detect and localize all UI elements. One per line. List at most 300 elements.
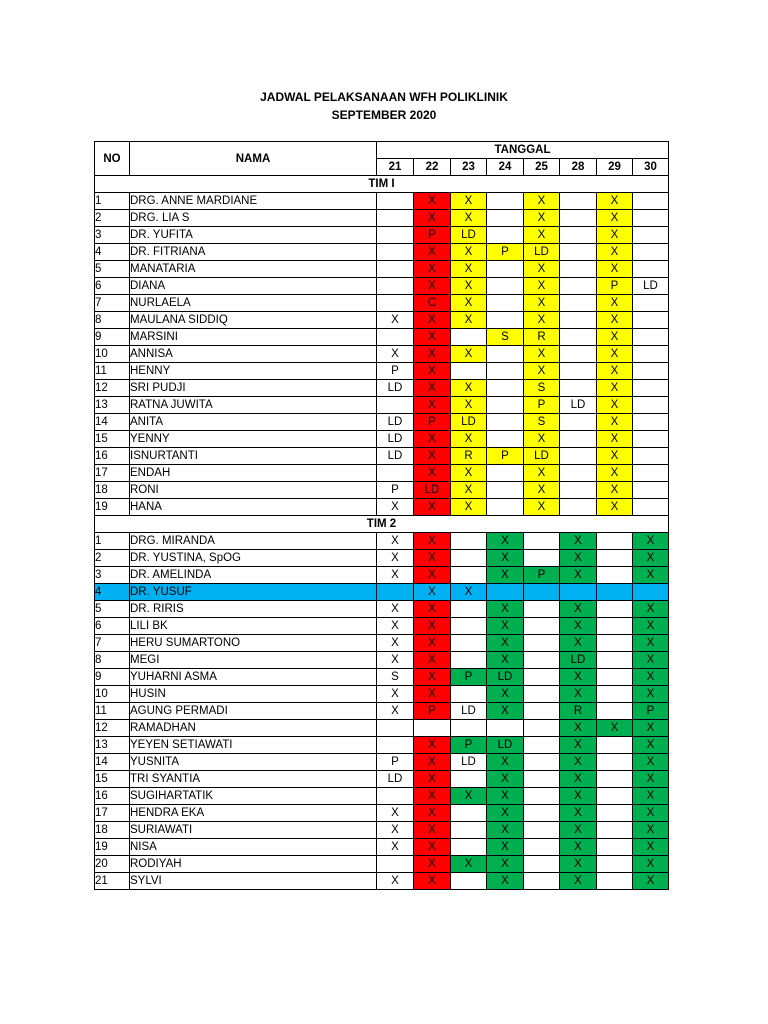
schedule-cell	[597, 822, 633, 839]
schedule-cell: X	[633, 567, 669, 584]
schedule-cell: P	[487, 448, 524, 465]
schedule-cell	[451, 839, 487, 856]
table-row	[95, 482, 669, 499]
schedule-cell: LD	[377, 771, 414, 788]
schedule-cell	[560, 482, 597, 499]
table-row	[95, 618, 669, 635]
table-row	[95, 856, 669, 873]
schedule-cell	[377, 210, 414, 227]
schedule-cell	[377, 329, 414, 346]
schedule-cell	[633, 465, 669, 482]
schedule-cell: X	[377, 601, 414, 618]
schedule-cell: X	[560, 618, 597, 635]
schedule-cell: P	[414, 703, 451, 720]
table-row	[95, 397, 669, 414]
schedule-cell: X	[597, 363, 633, 380]
schedule-cell: X	[487, 567, 524, 584]
schedule-cell: X	[451, 261, 487, 278]
schedule-cell: X	[451, 584, 487, 601]
schedule-cell: X	[414, 465, 451, 482]
schedule-cell	[487, 193, 524, 210]
schedule-cell: P	[414, 227, 451, 244]
schedule-cell: X	[524, 261, 560, 278]
schedule-cell: X	[524, 431, 560, 448]
schedule-cell	[487, 312, 524, 329]
schedule-cell	[633, 193, 669, 210]
schedule-cell: LD	[560, 397, 597, 414]
table-row	[95, 805, 669, 822]
schedule-cell	[524, 805, 560, 822]
schedule-cell: X	[414, 567, 451, 584]
table-row	[95, 720, 669, 737]
schedule-cell	[487, 278, 524, 295]
schedule-cell: X	[560, 737, 597, 754]
schedule-cell	[524, 584, 560, 601]
schedule-cell: LD	[451, 703, 487, 720]
schedule-cell	[633, 244, 669, 261]
schedule-cell: X	[597, 397, 633, 414]
schedule-cell: X	[414, 329, 451, 346]
schedule-cell: P	[377, 482, 414, 499]
schedule-cell: LD	[451, 414, 487, 431]
schedule-cell: R	[560, 703, 597, 720]
table-row	[95, 567, 669, 584]
table-row	[95, 533, 669, 550]
schedule-cell: X	[414, 261, 451, 278]
schedule-cell	[524, 618, 560, 635]
table-row	[95, 380, 669, 397]
schedule-cell: X	[633, 635, 669, 652]
schedule-cell	[451, 686, 487, 703]
schedule-cell: LD	[487, 737, 524, 754]
schedule-cell: X	[597, 414, 633, 431]
schedule-cell	[597, 567, 633, 584]
schedule-cell	[524, 754, 560, 771]
schedule-cell: X	[414, 652, 451, 669]
schedule-cell	[487, 261, 524, 278]
header-no: NO	[95, 142, 130, 176]
schedule-cell	[633, 482, 669, 499]
schedule-cell: X	[560, 805, 597, 822]
schedule-cell	[414, 720, 451, 737]
schedule-cell	[597, 771, 633, 788]
schedule-cell	[451, 567, 487, 584]
schedule-cell: P	[377, 754, 414, 771]
schedule-cell	[597, 788, 633, 805]
schedule-cell: X	[560, 601, 597, 618]
row-name: NISA	[130, 839, 377, 856]
row-name: DRG. MIRANDA	[130, 533, 377, 550]
schedule-cell	[487, 380, 524, 397]
schedule-cell: X	[487, 601, 524, 618]
row-name: SYLVI	[130, 873, 377, 890]
schedule-cell: X	[414, 312, 451, 329]
table-row	[95, 210, 669, 227]
schedule-cell: LD	[451, 227, 487, 244]
table-row	[95, 261, 669, 278]
row-name: ANNISA	[130, 346, 377, 363]
row-number: 15	[95, 431, 130, 448]
table-row	[95, 873, 669, 890]
schedule-cell: LD	[377, 414, 414, 431]
schedule-cell: X	[414, 805, 451, 822]
table-row	[95, 584, 669, 601]
schedule-cell: X	[560, 635, 597, 652]
schedule-cell	[451, 873, 487, 890]
schedule-cell: X	[414, 788, 451, 805]
schedule-cell: X	[597, 720, 633, 737]
row-name: RATNA JUWITA	[130, 397, 377, 414]
schedule-cell: X	[524, 227, 560, 244]
schedule-cell: X	[597, 210, 633, 227]
row-number: 7	[95, 295, 130, 312]
schedule-cell: X	[560, 686, 597, 703]
schedule-cell	[487, 227, 524, 244]
table-row	[95, 312, 669, 329]
schedule-cell: P	[524, 567, 560, 584]
schedule-cell: R	[524, 329, 560, 346]
row-name: MAULANA SIDDIQ	[130, 312, 377, 329]
schedule-cell: X	[597, 465, 633, 482]
schedule-cell: X	[414, 346, 451, 363]
table-row	[95, 788, 669, 805]
row-name: DIANA	[130, 278, 377, 295]
schedule-cell	[633, 312, 669, 329]
schedule-cell: X	[633, 601, 669, 618]
schedule-cell	[560, 193, 597, 210]
row-name: YUSNITA	[130, 754, 377, 771]
schedule-cell	[524, 703, 560, 720]
schedule-cell: X	[524, 499, 560, 516]
schedule-cell: P	[451, 737, 487, 754]
schedule-cell: X	[451, 431, 487, 448]
schedule-cell: X	[524, 312, 560, 329]
schedule-cell	[597, 856, 633, 873]
schedule-cell: X	[633, 686, 669, 703]
schedule-cell: X	[414, 822, 451, 839]
schedule-cell	[597, 550, 633, 567]
schedule-cell: X	[414, 618, 451, 635]
schedule-cell	[451, 601, 487, 618]
row-name: SURIAWATI	[130, 822, 377, 839]
schedule-cell	[597, 686, 633, 703]
schedule-cell: P	[451, 669, 487, 686]
schedule-cell	[633, 363, 669, 380]
schedule-cell: X	[487, 686, 524, 703]
row-name: MANATARIA	[130, 261, 377, 278]
table-row	[95, 669, 669, 686]
date-header: 24	[487, 159, 524, 176]
schedule-cell: X	[524, 482, 560, 499]
schedule-cell	[560, 465, 597, 482]
schedule-cell	[633, 227, 669, 244]
table-row	[95, 771, 669, 788]
document-title: JADWAL PELAKSANAAN WFH POLIKLINIK	[260, 90, 508, 104]
schedule-cell: X	[560, 788, 597, 805]
schedule-cell: P	[597, 278, 633, 295]
schedule-cell	[560, 448, 597, 465]
schedule-cell: X	[633, 737, 669, 754]
schedule-cell	[377, 788, 414, 805]
schedule-cell: X	[451, 278, 487, 295]
schedule-cell: X	[414, 363, 451, 380]
schedule-cell	[377, 295, 414, 312]
row-name: ISNURTANTI	[130, 448, 377, 465]
table-row	[95, 414, 669, 431]
schedule-cell: X	[414, 754, 451, 771]
schedule-cell	[524, 550, 560, 567]
row-name: ENDAH	[130, 465, 377, 482]
table-row	[95, 550, 669, 567]
schedule-cell: X	[633, 550, 669, 567]
row-name: DR. YUFITA	[130, 227, 377, 244]
table-row	[95, 295, 669, 312]
schedule-cell: X	[414, 278, 451, 295]
schedule-cell: S	[377, 669, 414, 686]
schedule-cell	[451, 550, 487, 567]
schedule-cell	[633, 584, 669, 601]
schedule-cell	[487, 346, 524, 363]
schedule-cell: X	[414, 533, 451, 550]
schedule-cell	[377, 278, 414, 295]
schedule-cell: X	[487, 839, 524, 856]
row-number: 9	[95, 669, 130, 686]
schedule-cell: X	[451, 312, 487, 329]
schedule-cell: X	[487, 771, 524, 788]
schedule-cell	[560, 380, 597, 397]
schedule-cell	[633, 397, 669, 414]
schedule-cell	[633, 346, 669, 363]
schedule-cell: X	[597, 499, 633, 516]
row-number: 19	[95, 839, 130, 856]
schedule-cell: X	[487, 788, 524, 805]
schedule-cell: X	[451, 380, 487, 397]
table-row	[95, 363, 669, 380]
schedule-cell	[524, 839, 560, 856]
schedule-cell: X	[560, 771, 597, 788]
schedule-cell	[597, 652, 633, 669]
table-row	[95, 822, 669, 839]
row-name: HUSIN	[130, 686, 377, 703]
schedule-cell	[377, 261, 414, 278]
schedule-cell	[597, 754, 633, 771]
schedule-cell: X	[560, 567, 597, 584]
schedule-cell: X	[451, 193, 487, 210]
date-header: 28	[560, 159, 597, 176]
schedule-cell	[560, 431, 597, 448]
schedule-cell: X	[560, 839, 597, 856]
table-row	[95, 244, 669, 261]
schedule-cell: X	[524, 346, 560, 363]
schedule-cell: P	[414, 414, 451, 431]
row-name: YUHARNI ASMA	[130, 669, 377, 686]
schedule-cell: LD	[560, 652, 597, 669]
schedule-cell: X	[597, 312, 633, 329]
row-name: RAMADHAN	[130, 720, 377, 737]
table-row	[95, 686, 669, 703]
schedule-cell	[524, 788, 560, 805]
row-number: 5	[95, 261, 130, 278]
row-name: DR. FITRIANA	[130, 244, 377, 261]
schedule-cell: X	[560, 822, 597, 839]
schedule-cell	[451, 771, 487, 788]
schedule-cell	[560, 363, 597, 380]
schedule-cell	[377, 244, 414, 261]
schedule-cell	[377, 720, 414, 737]
schedule-cell: X	[451, 210, 487, 227]
table-row	[95, 601, 669, 618]
schedule-cell: X	[560, 754, 597, 771]
schedule-cell	[597, 737, 633, 754]
row-number: 14	[95, 414, 130, 431]
schedule-cell	[377, 856, 414, 873]
schedule-cell	[633, 210, 669, 227]
schedule-cell	[597, 873, 633, 890]
schedule-cell	[487, 397, 524, 414]
schedule-cell	[597, 703, 633, 720]
schedule-cell: X	[597, 448, 633, 465]
schedule-cell	[451, 329, 487, 346]
schedule-cell	[633, 380, 669, 397]
schedule-cell: X	[414, 737, 451, 754]
table-row	[95, 227, 669, 244]
row-name: DR. YUSUF	[130, 584, 377, 601]
schedule-table	[94, 141, 669, 890]
schedule-cell	[487, 431, 524, 448]
row-number: 9	[95, 329, 130, 346]
schedule-cell: X	[377, 635, 414, 652]
schedule-cell: X	[597, 346, 633, 363]
schedule-cell	[524, 601, 560, 618]
schedule-cell	[487, 720, 524, 737]
table-row	[95, 465, 669, 482]
table-row	[95, 448, 669, 465]
date-header: 29	[597, 159, 633, 176]
schedule-cell: LD	[377, 380, 414, 397]
table-row	[95, 703, 669, 720]
header-nama: NAMA	[130, 142, 377, 176]
row-number: 18	[95, 822, 130, 839]
schedule-cell	[560, 584, 597, 601]
schedule-cell: X	[414, 448, 451, 465]
schedule-cell	[597, 601, 633, 618]
row-name: DRG. ANNE MARDIANE	[130, 193, 377, 210]
schedule-cell	[633, 414, 669, 431]
schedule-cell	[451, 618, 487, 635]
schedule-cell	[597, 584, 633, 601]
row-name: DR. YUSTINA, SpOG	[130, 550, 377, 567]
schedule-cell: S	[524, 414, 560, 431]
row-number: 19	[95, 499, 130, 516]
schedule-cell	[560, 295, 597, 312]
row-number: 15	[95, 771, 130, 788]
schedule-cell: P	[633, 703, 669, 720]
schedule-cell	[487, 584, 524, 601]
header-row	[95, 142, 669, 159]
row-name: DR. AMELINDA	[130, 567, 377, 584]
schedule-cell: S	[487, 329, 524, 346]
row-number: 2	[95, 550, 130, 567]
schedule-cell: X	[451, 346, 487, 363]
schedule-cell: X	[487, 703, 524, 720]
schedule-cell: X	[414, 380, 451, 397]
schedule-cell: X	[414, 499, 451, 516]
schedule-cell: X	[414, 431, 451, 448]
schedule-cell: X	[414, 856, 451, 873]
table-row	[95, 652, 669, 669]
schedule-cell: X	[377, 703, 414, 720]
schedule-cell: X	[414, 686, 451, 703]
row-name: HENNY	[130, 363, 377, 380]
row-name: NURLAELA	[130, 295, 377, 312]
row-name: MEGI	[130, 652, 377, 669]
schedule-cell	[377, 193, 414, 210]
table-row	[95, 329, 669, 346]
schedule-cell: LD	[451, 754, 487, 771]
row-name: DRG. LIA S	[130, 210, 377, 227]
schedule-cell	[633, 261, 669, 278]
schedule-cell: X	[414, 601, 451, 618]
schedule-cell: X	[633, 873, 669, 890]
row-number: 3	[95, 567, 130, 584]
schedule-cell: X	[487, 856, 524, 873]
schedule-cell	[451, 533, 487, 550]
schedule-cell	[377, 465, 414, 482]
schedule-cell	[524, 652, 560, 669]
row-number: 4	[95, 584, 130, 601]
table-row	[95, 499, 669, 516]
schedule-cell	[524, 533, 560, 550]
schedule-cell	[451, 652, 487, 669]
row-number: 8	[95, 312, 130, 329]
schedule-cell: X	[414, 635, 451, 652]
row-number: 3	[95, 227, 130, 244]
schedule-cell	[524, 737, 560, 754]
schedule-cell: X	[633, 669, 669, 686]
row-name: YENNY	[130, 431, 377, 448]
schedule-cell	[451, 822, 487, 839]
schedule-cell	[524, 856, 560, 873]
schedule-cell: X	[377, 567, 414, 584]
schedule-cell: X	[597, 329, 633, 346]
schedule-cell: LD	[377, 448, 414, 465]
schedule-cell: R	[451, 448, 487, 465]
schedule-cell: X	[414, 873, 451, 890]
row-number: 20	[95, 856, 130, 873]
schedule-cell: X	[633, 805, 669, 822]
schedule-cell	[560, 499, 597, 516]
schedule-cell	[524, 822, 560, 839]
schedule-cell: X	[524, 278, 560, 295]
row-number: 14	[95, 754, 130, 771]
schedule-cell: X	[451, 465, 487, 482]
schedule-cell: X	[414, 244, 451, 261]
table-row	[95, 839, 669, 856]
schedule-cell: X	[377, 652, 414, 669]
schedule-cell	[560, 346, 597, 363]
schedule-cell: X	[451, 482, 487, 499]
schedule-cell	[597, 618, 633, 635]
schedule-cell: X	[487, 533, 524, 550]
date-header: 30	[633, 159, 669, 176]
row-number: 13	[95, 737, 130, 754]
schedule-cell	[560, 278, 597, 295]
row-number: 10	[95, 686, 130, 703]
schedule-cell: X	[377, 686, 414, 703]
schedule-cell	[487, 465, 524, 482]
schedule-cell	[524, 669, 560, 686]
row-number: 10	[95, 346, 130, 363]
